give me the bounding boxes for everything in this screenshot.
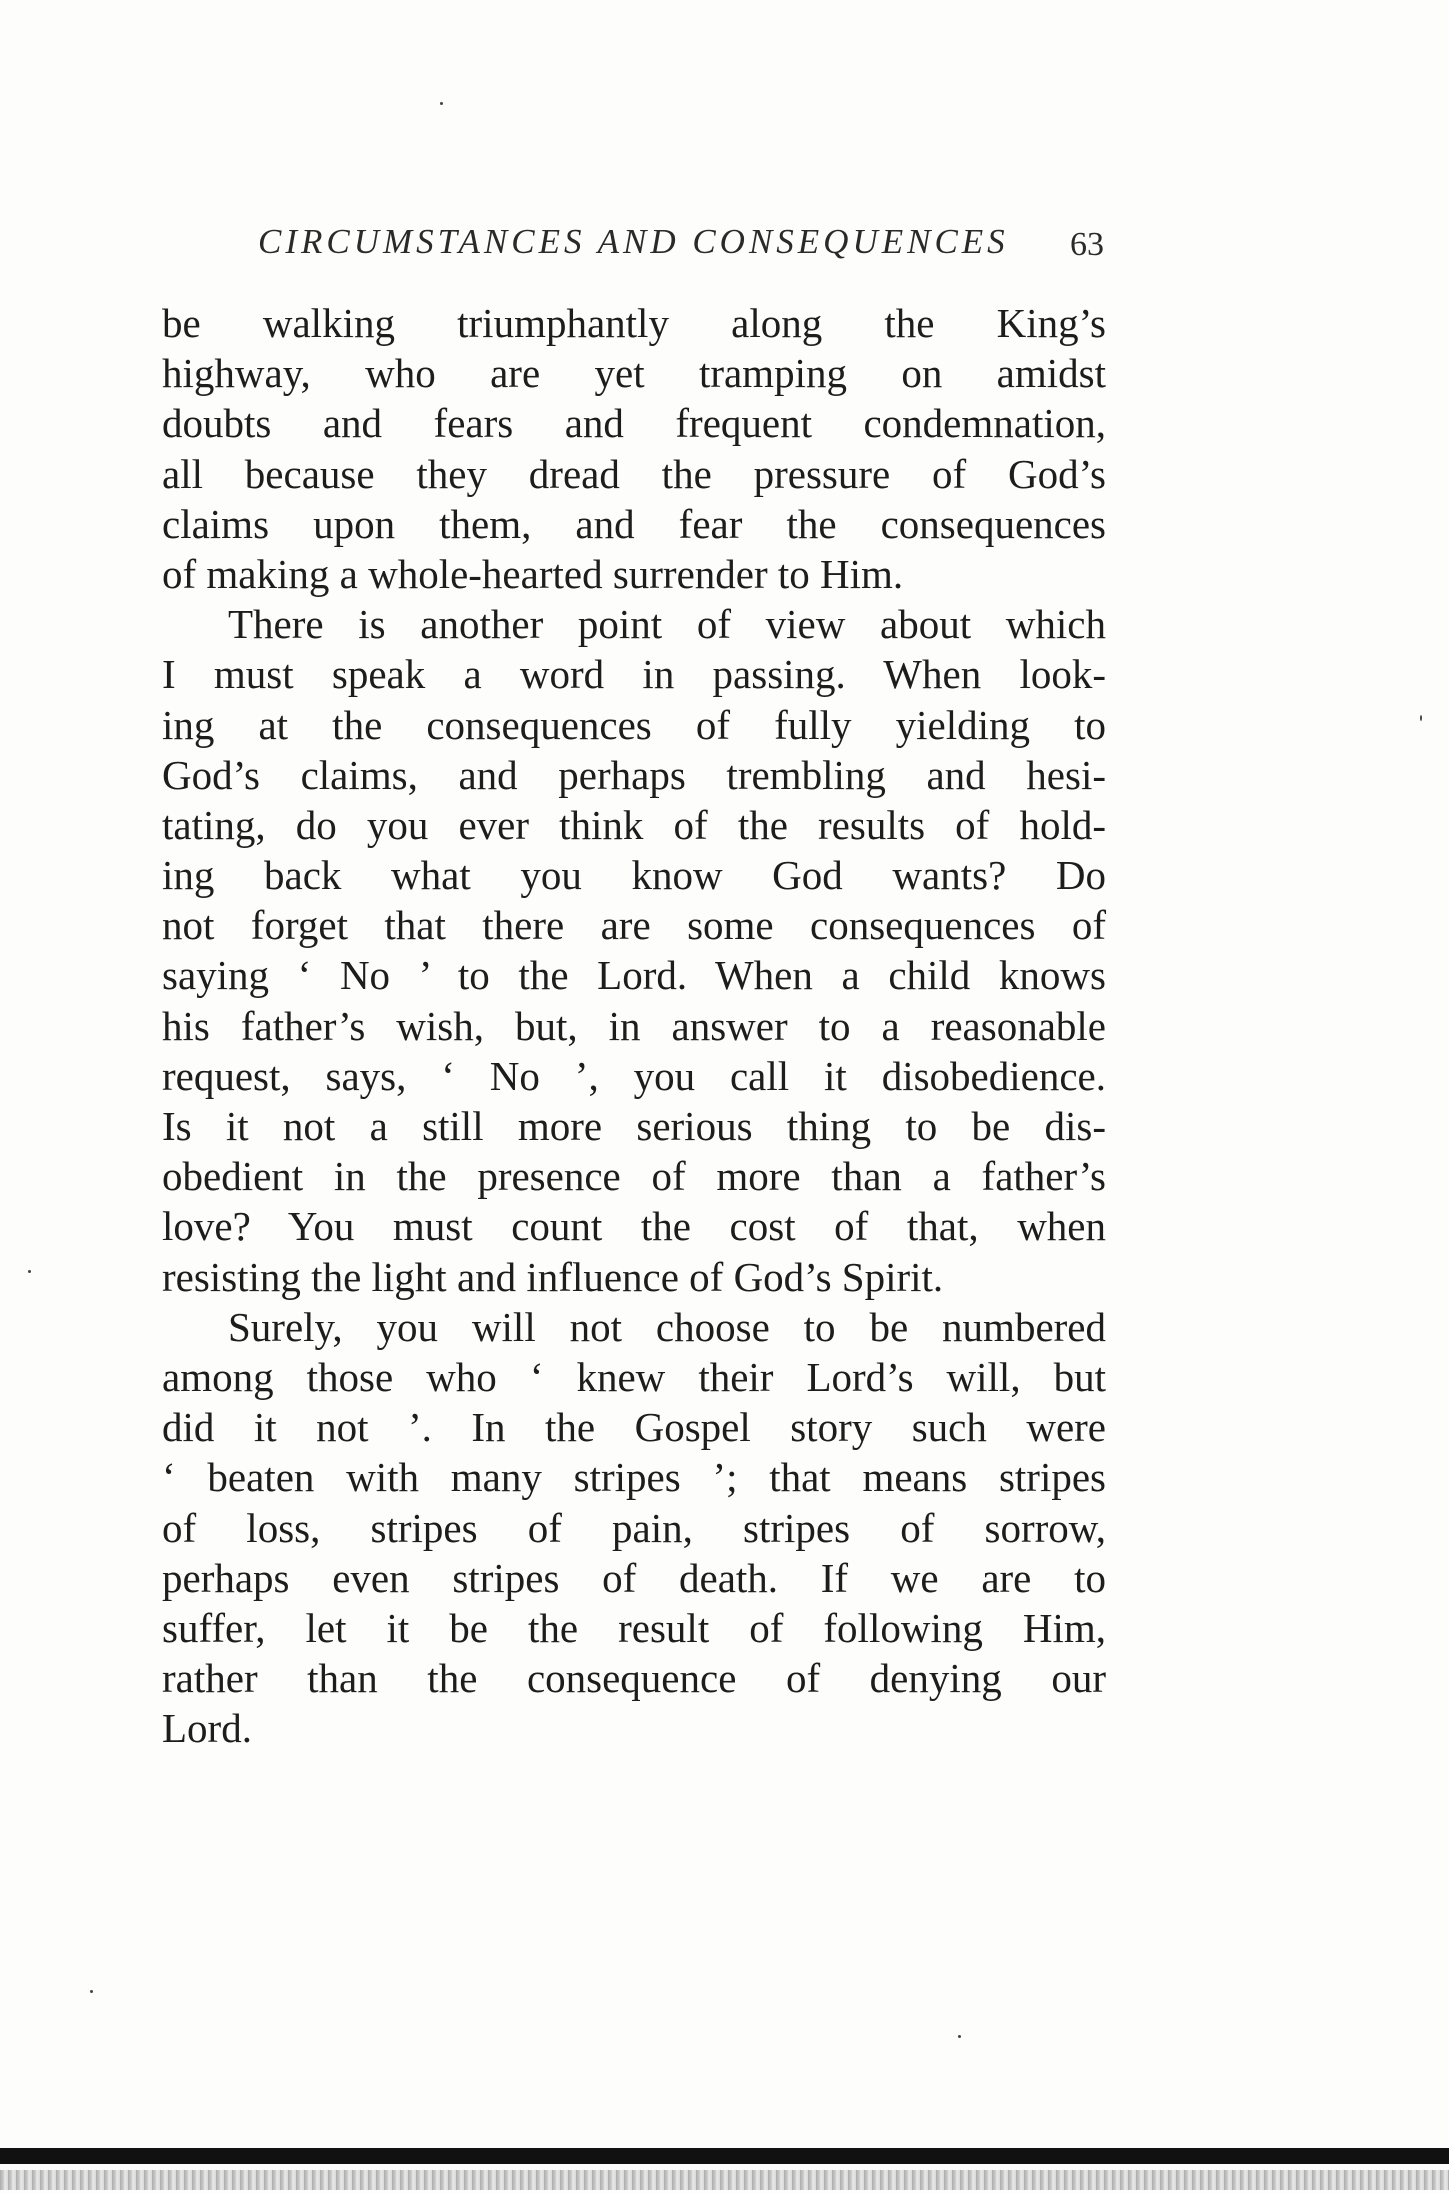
text-line: not forget that there are some consequences of <box>162 902 1106 949</box>
text-line: God’s claims, and perhaps trembling and hesi- <box>162 751 1106 798</box>
text-line: tating, do you ever think of the results of hold- <box>162 801 1106 848</box>
text-line: of making a whole-hearted surrender to Him. <box>162 550 904 597</box>
text-line: rather than the consequence of denying our <box>162 1655 1106 1702</box>
text-line: saying ‘ No ’ to the Lord. When a child knows <box>162 952 1106 999</box>
page-number: 63 <box>1070 226 1104 263</box>
scan-speck <box>440 102 443 105</box>
text-line: ‘ beaten with many stripes ’; that means stripes <box>162 1454 1106 1501</box>
text-line: Lord. <box>162 1705 252 1752</box>
text-line: ing at the consequences of fully yielding to <box>162 701 1106 748</box>
body-text <box>162 298 1106 1753</box>
scan-edge-noise <box>0 2170 1449 2190</box>
text-line: all because they dread the pressure of God’s <box>162 450 1106 497</box>
running-head: CIRCUMSTANCES AND CONSEQUENCES <box>258 222 1009 261</box>
text-line: request, says, ‘ No ’, you call it disobedience. <box>162 1052 1106 1099</box>
text-line: did it not ’. In the Gospel story such were <box>162 1404 1106 1451</box>
text-line: Is it not a still more serious thing to be dis- <box>162 1103 1106 1149</box>
text-line: of loss, stripes of pain, stripes of sorrow, <box>162 1504 1106 1551</box>
scan-edge-bar <box>0 2148 1449 2164</box>
text-line: I must speak a word in passing. When look- <box>162 651 1106 698</box>
text-line: among those who ‘ knew their Lord’s will, but <box>162 1353 1106 1400</box>
scan-speck <box>958 2035 961 2038</box>
text-line: claims upon them, and fear the consequences <box>162 500 1106 547</box>
text-line: love? You must count the cost of that, when <box>162 1203 1106 1250</box>
scan-speck <box>90 1990 93 1993</box>
text-line: ing back what you know God wants? Do <box>162 852 1106 899</box>
text-line: Surely, you will not choose to be numbered <box>228 1303 1106 1350</box>
text-line: be walking triumphantly along the King’s <box>162 300 1106 346</box>
text-line: doubts and fears and frequent condemnation, <box>162 400 1106 447</box>
text-line: suffer, let it be the result of following Him, <box>162 1604 1106 1651</box>
text-line: his father’s wish, but, in answer to a reasonable <box>162 1002 1106 1049</box>
scan-speck <box>28 1270 31 1273</box>
scan-speck <box>1420 715 1422 721</box>
text-line: perhaps even stripes of death. If we are to <box>162 1554 1106 1601</box>
text-line: resisting the light and influence of God’s Spirit. <box>162 1253 944 1300</box>
text-line: highway, who are yet tramping on amidst <box>162 350 1106 397</box>
text-line: obedient in the presence of more than a father’s <box>162 1153 1106 1200</box>
text-line: There is another point of view about which <box>228 601 1106 648</box>
